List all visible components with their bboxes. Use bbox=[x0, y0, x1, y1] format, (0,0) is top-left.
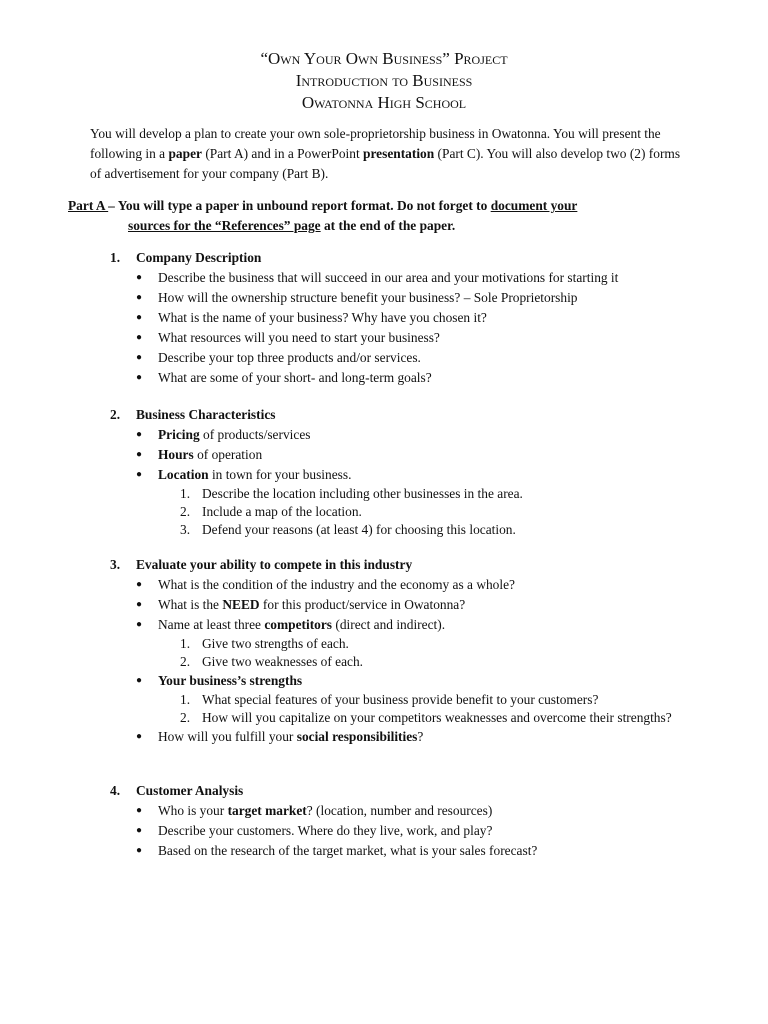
bullet-icon: ● bbox=[136, 619, 143, 630]
list-item: ● Pricing of products/services bbox=[136, 425, 710, 445]
list-item: ● What is the condition of the industry and the economy as a whole? bbox=[136, 575, 710, 595]
bullet-icon: ● bbox=[136, 579, 143, 590]
list-item: ● How will you fulfill your social responsibilities? bbox=[136, 727, 710, 747]
document-title: “Own Your Own Business” Project bbox=[260, 49, 508, 68]
list-item: ● What resources will you need to start your business? bbox=[136, 328, 710, 348]
list-item: ● Based on the research of the target market, what is your sales forecast? bbox=[136, 841, 710, 861]
section-company-description: 1. Company Description ● Describe the business that will succeed in our area and your motivations for starting it ● How will the ownership structure benefit your business? – Sole Proprietorship ● What is the name of your business? Why have you chosen it? ● What resources will you need to start your business? ● Describe your top three products and/or services. ● What are some of your short- and long-term goals? bbox=[110, 248, 710, 388]
section-title: Customer Analysis bbox=[136, 783, 244, 798]
list-item: ● Describe your top three products and/or services. bbox=[136, 348, 710, 368]
list-item: ● Describe the business that will succeed in our area and your motivations for starting it bbox=[136, 268, 710, 288]
bullet-icon: ● bbox=[136, 449, 143, 460]
section-customer-analysis: 4. Customer Analysis ● Who is your target market? (location, number and resources) ● Describe your customers. Where do they live, work, and play? ● Based on the research of the target market, what is your sales forecast? bbox=[110, 781, 710, 861]
list-item: ● Who is your target market? (location, number and resources) bbox=[136, 801, 710, 821]
section-title: Company Description bbox=[136, 250, 262, 265]
sub-list-item: 3. Defend your reasons (at least 4) for choosing this location. bbox=[180, 522, 516, 537]
part-a-label: Part A bbox=[68, 198, 109, 213]
bullet-icon: ● bbox=[136, 469, 143, 480]
list-item: ● Your business’s strengths bbox=[136, 671, 710, 691]
bullet-icon: ● bbox=[136, 805, 143, 816]
bullet-icon: ● bbox=[136, 272, 143, 283]
sub-list-item: 2. Give two weaknesses of each. bbox=[180, 654, 364, 669]
list-item: ● What are some of your short- and long-term goals? bbox=[136, 368, 710, 388]
list-item: ● How will the ownership structure benefit your business? – Sole Proprietorship bbox=[136, 288, 710, 308]
sub-list-item: 1. Describe the location including other businesses in the area. bbox=[180, 486, 523, 501]
list-item: ● What is the NEED for this product/service in Owatonna? bbox=[136, 595, 710, 615]
bullet-icon: ● bbox=[136, 429, 143, 440]
sub-list-item: 1. Give two strengths of each. bbox=[180, 636, 349, 651]
bullet-icon: ● bbox=[136, 675, 143, 686]
part-a-instructions: Part A – You will type a paper in unbound report format. Do not forget to document your sources for the “References” page at the end of the paper. bbox=[68, 198, 578, 233]
bullet-icon: ● bbox=[136, 332, 143, 343]
list-item: ● What is the name of your business? Why have you chosen it? bbox=[136, 308, 710, 328]
section-business-characteristics: 2. Business Characteristics ● Pricing of products/services ● Hours of operation ● Location in town for your business. 1. Describe the location including other businesses in the area. 2. Include a map of the location. 3. Defend your reasons (at least 4) for choosing this location. bbox=[110, 405, 710, 539]
section-competition: 3. Evaluate your ability to compete in this industry ● What is the condition of the industry and the economy as a whole? ● What is the NEED for this product/service in Owatonna? ● Name at least three competitors (direct and indirect). 1. Give two strengths of each. 2. Give two weaknesses of each. ● Your business’s strengths 1. What special features of your business provide benefit to your customers? 2. How will you capitalize on your competitors weaknesses and overcome their strengths? ● How will you fulfill your social responsibilities? bbox=[110, 555, 710, 747]
bullet-icon: ● bbox=[136, 312, 143, 323]
sub-list-item: 1. What special features of your business provide benefit to your customers? bbox=[180, 692, 599, 707]
list-item: ● Hours of operation bbox=[136, 445, 710, 465]
bullet-icon: ● bbox=[136, 372, 143, 383]
bullet-icon: ● bbox=[136, 825, 143, 836]
school-name: Owatonna High School bbox=[301, 93, 467, 112]
bullet-icon: ● bbox=[136, 352, 143, 363]
bullet-icon: ● bbox=[136, 599, 143, 610]
bullet-icon: ● bbox=[136, 292, 143, 303]
list-item: ● Name at least three competitors (direct and indirect). bbox=[136, 615, 710, 635]
sub-list-item: 2. How will you capitalize on your competitors weaknesses and overcome their strengths? bbox=[180, 710, 672, 725]
section-title: Business Characteristics bbox=[136, 407, 276, 422]
list-item: ● Location in town for your business. bbox=[136, 465, 710, 485]
bullet-icon: ● bbox=[136, 731, 143, 742]
list-item: ● Describe your customers. Where do they live, work, and play? bbox=[136, 821, 710, 841]
course-name: Introduction to Business bbox=[295, 71, 473, 90]
bullet-icon: ● bbox=[136, 845, 143, 856]
intro-paragraph: You will develop a plan to create your own sole-proprietorship business in Owatonna. You will present the following in a paper (Part A) and in a PowerPoint presentation (Part C). You will also develop two (2) forms of advertisement for your company (Part B). bbox=[90, 126, 681, 181]
sub-list-item: 2. Include a map of the location. bbox=[180, 504, 362, 519]
section-title: Evaluate your ability to compete in this industry bbox=[136, 557, 413, 572]
